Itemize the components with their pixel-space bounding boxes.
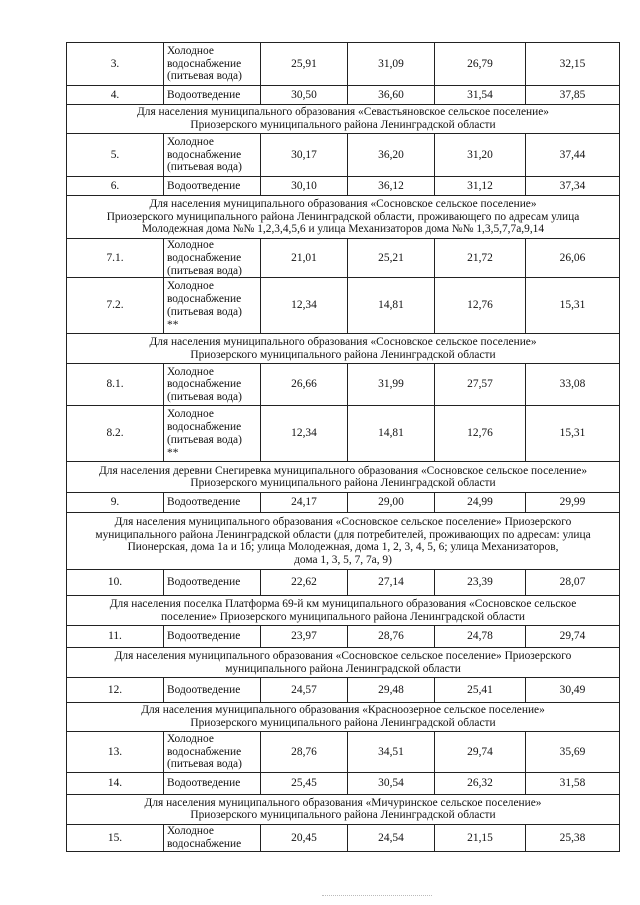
tariff-value-4: 33,08	[526, 364, 620, 406]
tariff-value-4: 37,85	[526, 86, 620, 105]
service-name-line: (питьевая вода)	[167, 391, 242, 404]
tariff-value-4: 25,38	[526, 824, 620, 851]
service-name-line: (питьевая вода)	[167, 433, 242, 446]
section-header-text	[67, 703, 620, 732]
tariff-value-4: 29,74	[526, 626, 620, 648]
section-header-line: Для населения муниципального образования «Сосновское сельское поселение»	[149, 197, 537, 210]
service-name	[164, 364, 261, 406]
tariff-value-1: 26,66	[261, 364, 348, 406]
tariff-value-1: 12,34	[261, 406, 348, 462]
tariff-value-3: 26,32	[435, 772, 526, 794]
section-header-line: муниципального района Ленинградской области (для потребителей, проживающих по адресам: улица	[95, 528, 591, 541]
tariff-value-2: 24,54	[348, 824, 435, 851]
service-name-line: Холодное	[167, 732, 214, 745]
tariff-value-3: 26,79	[435, 43, 526, 86]
tariff-value-4: 29,99	[526, 493, 620, 513]
tariff-value-2: 31,99	[348, 364, 435, 406]
section-header-line: Приозерского муниципального района Ленинградской области	[190, 477, 496, 490]
tariff-value-3: 31,20	[435, 134, 526, 177]
service-name-line: Холодное	[167, 44, 214, 57]
tariff-value-2: 36,12	[348, 177, 435, 196]
table-row	[67, 626, 620, 648]
section-header-line: Для населения муниципального образования «Сосновское сельское поселение» Приозерского	[114, 650, 572, 663]
section-header-text	[67, 105, 620, 134]
section-header-line: дома 1, 3, 5, 7, 7а, 9)	[294, 554, 392, 567]
row-number: 3.	[67, 43, 164, 86]
tariff-value-3: 21,72	[435, 239, 526, 278]
tariff-value-1: 22,62	[261, 570, 348, 596]
tariff-value-3: 23,39	[435, 570, 526, 596]
tariff-value-2: 36,60	[348, 86, 435, 105]
table-row	[67, 364, 620, 406]
table-row	[67, 772, 620, 794]
table-row	[67, 43, 620, 86]
service-name-line: водоснабжение	[167, 293, 242, 306]
table-row	[67, 678, 620, 703]
section-header-line: Для населения поселка Платформа 69-й км муниципального образования «Сосновское сельское	[109, 598, 577, 611]
tariff-value-4: 28,07	[526, 570, 620, 596]
section-header-line: Приозерского муниципального района Ленинградской области	[190, 717, 496, 730]
section-header-row	[67, 105, 620, 134]
tariff-value-3: 24,99	[435, 493, 526, 513]
section-header-row	[67, 513, 620, 570]
tariff-table	[66, 42, 620, 852]
tariff-table-page	[66, 42, 619, 852]
section-header-line: Для населения муниципального образования «Мичуринское сельское поселение»	[144, 796, 542, 809]
table-row	[67, 570, 620, 596]
scan-artifact-line	[322, 895, 432, 897]
tariff-value-3: 25,41	[435, 678, 526, 703]
row-number: 13.	[67, 731, 164, 772]
table-row	[67, 177, 620, 196]
table-row	[67, 824, 620, 851]
section-header-line: Для населения муниципального образования «Сосновское сельское поселение»	[149, 336, 537, 349]
section-header-row	[67, 334, 620, 364]
service-name-line: (питьевая вода)	[167, 161, 242, 174]
service-name-line: водоснабжение	[167, 745, 242, 758]
row-number: 15.	[67, 824, 164, 851]
tariff-value-2: 25,21	[348, 239, 435, 278]
service-name-line: водоснабжение	[167, 378, 242, 391]
tariff-value-1: 23,97	[261, 626, 348, 648]
tariff-value-4: 15,31	[526, 278, 620, 334]
service-name-line: Водоотведение	[167, 630, 241, 643]
section-header-row	[67, 648, 620, 678]
tariff-value-2: 34,51	[348, 731, 435, 772]
tariff-value-1: 25,91	[261, 43, 348, 86]
tariff-value-4: 32,15	[526, 43, 620, 86]
service-name-line: (питьевая вода)	[167, 305, 242, 318]
tariff-value-2: 29,48	[348, 678, 435, 703]
tariff-value-3: 27,57	[435, 364, 526, 406]
service-name-line: Водоотведение	[167, 683, 241, 696]
service-name-line: Водоотведение	[167, 88, 241, 101]
section-header-text	[67, 794, 620, 824]
service-name	[164, 406, 261, 462]
service-name-line: водоснабжение	[167, 251, 242, 264]
section-header-line: Приозерского муниципального района Ленинградской области	[190, 809, 496, 822]
row-number: 14.	[67, 772, 164, 794]
section-header-text	[67, 513, 620, 570]
tariff-value-1: 12,34	[261, 278, 348, 334]
section-header-line: Для населения муниципального образования «Сосновское сельское поселение» Приозерского	[114, 515, 572, 528]
tariff-value-2: 31,09	[348, 43, 435, 86]
section-header-row	[67, 596, 620, 626]
row-number: 9.	[67, 493, 164, 513]
tariff-value-4: 37,44	[526, 134, 620, 177]
row-number: 7.2.	[67, 278, 164, 334]
section-header-text	[67, 596, 620, 626]
section-header-row	[67, 703, 620, 732]
service-name-line: Холодное	[167, 239, 214, 251]
tariff-value-2: 14,81	[348, 278, 435, 334]
section-header-text	[67, 462, 620, 493]
tariff-value-1: 25,45	[261, 772, 348, 794]
tariff-value-4: 37,34	[526, 177, 620, 196]
tariff-value-1: 30,17	[261, 134, 348, 177]
tariff-value-2: 30,54	[348, 772, 435, 794]
table-row	[67, 731, 620, 772]
table-row	[67, 406, 620, 462]
tariff-value-4: 15,31	[526, 406, 620, 462]
service-name	[164, 43, 261, 86]
service-name-line: водоснабжение	[167, 421, 242, 434]
tariff-value-3: 12,76	[435, 278, 526, 334]
section-header-line: Приозерского муниципального района Ленинградской области	[190, 348, 496, 361]
table-row	[67, 493, 620, 513]
section-header-row	[67, 196, 620, 239]
section-header-line: Пионерская, дома 1а и 1б; улица Молодежная, дома 1, 2, 3, 4, 5, 6; улица Механизаторов,	[127, 541, 559, 554]
tariff-value-1: 30,10	[261, 177, 348, 196]
service-name	[164, 824, 261, 851]
tariff-value-1: 28,76	[261, 731, 348, 772]
table-row	[67, 239, 620, 278]
section-header-text	[67, 334, 620, 364]
tariff-value-4: 35,69	[526, 731, 620, 772]
section-header-line: Для населения муниципального образования «Красноозерное сельское поселение»	[141, 704, 545, 717]
tariff-value-2: 28,76	[348, 626, 435, 648]
row-number: 8.1.	[67, 364, 164, 406]
service-name-line: (питьевая вода)	[167, 264, 242, 277]
service-name-line: (питьевая вода)	[167, 70, 242, 83]
service-name	[164, 493, 261, 513]
table-row	[67, 278, 620, 334]
row-number: 11.	[67, 626, 164, 648]
service-name-line: (питьевая вода)	[167, 758, 242, 771]
tariff-value-2: 27,14	[348, 570, 435, 596]
tariff-value-2: 29,00	[348, 493, 435, 513]
section-header-line: Для населения деревни Снегиревка муниципального образования «Сосновское сельское поселение»	[98, 464, 588, 477]
tariff-value-3: 21,15	[435, 824, 526, 851]
service-name-line: Водоотведение	[167, 777, 241, 790]
service-name-line: **	[167, 318, 179, 331]
service-name	[164, 626, 261, 648]
table-row	[67, 86, 620, 105]
service-name-line: Водоотведение	[167, 576, 241, 589]
service-name-line: Холодное	[167, 408, 214, 421]
section-header-line: поселение» Приозерского муниципального района Ленинградской области	[160, 610, 526, 623]
service-name	[164, 177, 261, 196]
service-name	[164, 678, 261, 703]
tariff-value-3: 31,12	[435, 177, 526, 196]
row-number: 6.	[67, 177, 164, 196]
row-number: 5.	[67, 134, 164, 177]
section-header-text	[67, 648, 620, 678]
service-name-line: Холодное	[167, 135, 214, 148]
section-header-line: Приозерского муниципального района Ленинградской области	[190, 119, 496, 131]
service-name	[164, 570, 261, 596]
tariff-value-4: 26,06	[526, 239, 620, 278]
tariff-value-4: 31,58	[526, 772, 620, 794]
tariff-value-2: 14,81	[348, 406, 435, 462]
tariff-value-2: 36,20	[348, 134, 435, 177]
tariff-value-3: 12,76	[435, 406, 526, 462]
section-header-row	[67, 462, 620, 493]
service-name	[164, 239, 261, 278]
service-name	[164, 731, 261, 772]
tariff-value-3: 24,78	[435, 626, 526, 648]
section-header-line: Молодежная дома №№ 1,2,3,4,5,6 и улица Механизаторов дома №№ 1,3,5,7,7а,9,14	[141, 223, 545, 236]
service-name-line: **	[167, 446, 179, 459]
section-header-line: Для населения муниципального образования «Севастьяновское сельское поселение»	[136, 106, 549, 119]
section-header-text	[67, 196, 620, 239]
section-header-row	[67, 794, 620, 824]
tariff-value-1: 21,01	[261, 239, 348, 278]
tariff-value-1: 20,45	[261, 824, 348, 851]
service-name-line: Холодное	[167, 280, 214, 293]
row-number: 7.1.	[67, 239, 164, 278]
service-name	[164, 86, 261, 105]
service-name-line: Холодное	[167, 365, 214, 378]
service-name	[164, 134, 261, 177]
tariff-value-1: 24,57	[261, 678, 348, 703]
row-number: 12.	[67, 678, 164, 703]
section-header-line: муниципального района Ленинградской области	[225, 662, 461, 675]
service-name-line: водоснабжение	[167, 57, 242, 70]
service-name-line: водоснабжение	[167, 837, 242, 850]
service-name-line: Водоотведение	[167, 496, 241, 509]
service-name-line: Водоотведение	[167, 179, 241, 192]
tariff-value-1: 30,50	[261, 86, 348, 105]
tariff-value-3: 31,54	[435, 86, 526, 105]
service-name-line: Холодное	[167, 825, 214, 838]
tariff-value-3: 29,74	[435, 731, 526, 772]
section-header-line: Приозерского муниципального района Ленинградской области, проживающего по адресам улица	[106, 210, 580, 223]
tariff-value-1: 24,17	[261, 493, 348, 513]
row-number: 4.	[67, 86, 164, 105]
service-name-line: водоснабжение	[167, 148, 242, 161]
row-number: 8.2.	[67, 406, 164, 462]
row-number: 10.	[67, 570, 164, 596]
table-row	[67, 134, 620, 177]
service-name	[164, 278, 261, 334]
tariff-value-4: 30,49	[526, 678, 620, 703]
service-name	[164, 772, 261, 794]
